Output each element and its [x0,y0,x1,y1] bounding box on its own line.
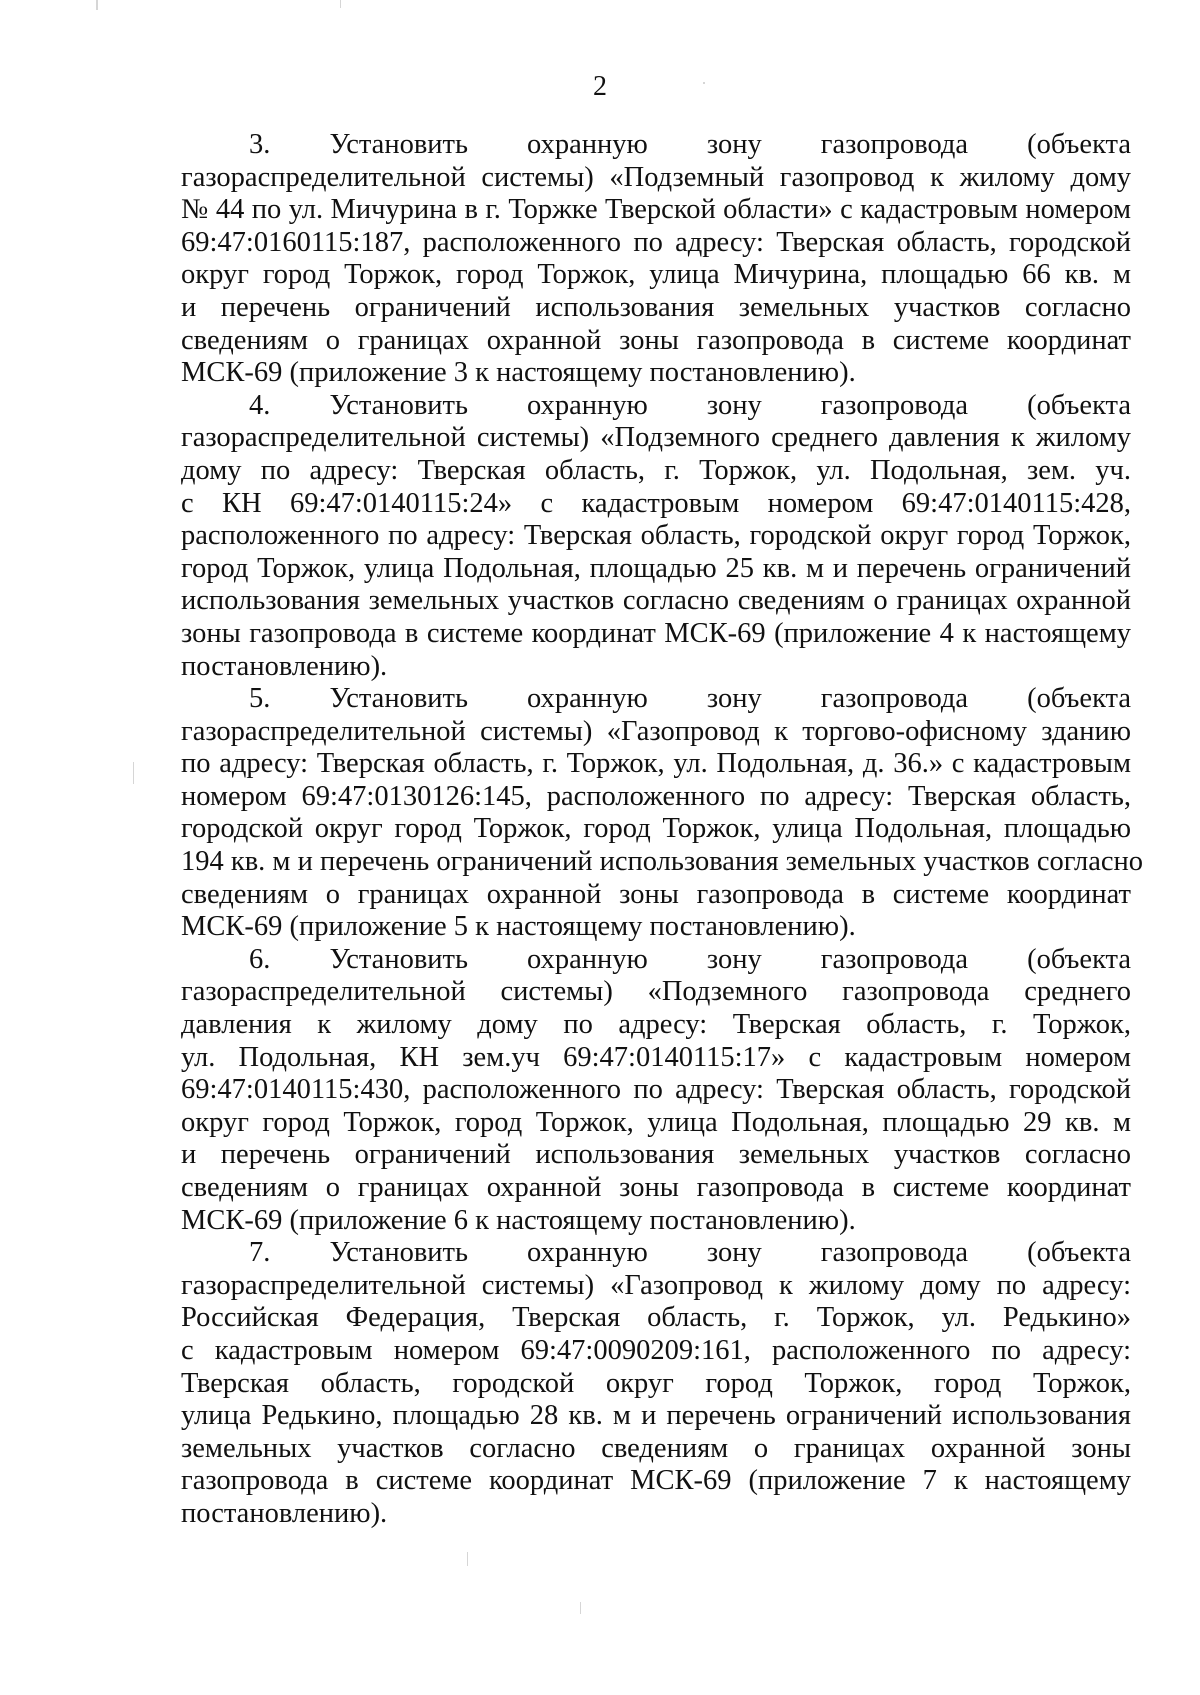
paragraph-6 [181,944,1131,1237]
scan-artifact [96,0,98,10]
text-line: 4. Установить охранную зону газопровода (объекта [249,389,1131,421]
text-line: расположенного по адресу: Тверская область, городской округ город Торжок, [181,520,1131,552]
text-line: 6. Установить охранную зону газопровода (объекта [249,943,1131,975]
text-line: и перечень ограничений использования земельных участков согласно [181,1139,1131,1171]
scan-artifact [580,1602,581,1614]
text-line: улица Редькино, площадью 28 кв. м и перечень ограничений использования [181,1400,1131,1432]
text-line: газораспределительной системы) «Подземного среднего давления к жилому [181,422,1131,454]
text-line: по адресу: Тверская область, г. Торжок, ул. Подольная, д. 36.» с кадастровым [181,748,1131,780]
text-line: газораспределительной системы) «Подземного газопровода среднего [181,976,1131,1008]
text-line: дому по адресу: Тверская область, г. Торжок, ул. Подольная, зем. уч. [181,454,1131,486]
page-number: 2 [593,71,607,102]
scan-artifact [340,0,341,8]
paragraph-7 [181,1237,1131,1530]
text-line: с КН 69:47:0140115:24» с кадастровым номером 69:47:0140115:428, [181,487,1131,519]
text-line: ул. Подольная, КН зем.уч 69:47:0140115:17» с кадастровым номером [181,1041,1131,1073]
text-line: 194 кв. м и перечень ограничений использования земельных участков согласно [181,846,1144,878]
text-line: МСК-69 (приложение 6 к настоящему постановлению). [181,1204,856,1236]
text-line: городской округ город Торжок, город Торжок, улица Подольная, площадью [181,813,1131,845]
text-line: сведениям о границах охранной зоны газопровода в системе координат [181,324,1131,356]
text-line: газораспределительной системы) «Подземный газопровод к жилому дому [181,161,1131,193]
text-line: сведениям о границах охранной зоны газопровода в системе координат [181,1172,1131,1203]
paragraph-3 [181,129,1131,390]
text-line: постановлению). [181,1497,388,1529]
text-line: давления к жилому дому по адресу: Тверская область, г. Торжок, [181,1009,1131,1041]
text-line: газопровода в системе координат МСК-69 (приложение 7 к настоящему [181,1465,1131,1497]
text-line: использования земельных участков согласно сведениям о границах охранной [181,585,1131,617]
text-line: с кадастровым номером 69:47:0090209:161, расположенного по адресу: [181,1334,1131,1366]
text-line: сведениям о границах охранной зоны газопровода в системе координат [181,878,1131,910]
text-line: 7. Установить охранную зону газопровода (объекта [249,1237,1131,1269]
text-line: округ город Торжок, город Торжок, улица Мичурина, площадью 66 кв. м [181,259,1131,291]
text-line: МСК-69 (приложение 5 к настоящему постановлению). [181,911,856,943]
text-line: и перечень ограничений использования земельных участков согласно [181,291,1131,323]
text-line: Российская Федерация, Тверская область, г. Торжок, ул. Редькино» [181,1302,1131,1334]
text-line: № 44 по ул. Мичурина в г. Торжке Тверской области» с кадастровым номером [181,194,1131,226]
text-line: постановлению). [181,650,388,682]
text-line: газораспределительной системы) «Газопровод к торгово-офисному зданию [181,715,1131,747]
paragraph-4 [181,390,1131,683]
text-line: город Торжок, улица Подольная, площадью 25 кв. м и перечень ограничений [181,552,1131,584]
document-body [181,129,1144,1531]
scan-artifact [133,762,134,784]
text-line: МСК-69 (приложение 3 к настоящему постановлению). [181,357,856,389]
text-line: Тверская область, городской округ город Торжок, город Торжок, [181,1367,1131,1399]
text-line: газораспределительной системы) «Газопровод к жилому дому по адресу: [181,1269,1131,1301]
paragraph-5 [181,683,1144,944]
text-line: земельных участков согласно сведениям о границах охранной зоны [181,1432,1131,1464]
scan-artifact [467,1552,468,1566]
text-line: 69:47:0160115:187, расположенного по адресу: Тверская область, городской [181,226,1131,258]
text-line: 69:47:0140115:430, расположенного по адресу: Тверская область, городской [181,1074,1131,1106]
text-line: округ город Торжок, город Торжок, улица Подольная, площадью 29 кв. м [181,1106,1131,1138]
text-line: 5. Установить охранную зону газопровода (объекта [249,683,1131,715]
text-line: 3. Установить охранную зону газопровода (объекта [249,129,1131,160]
text-line: зоны газопровода в системе координат МСК-69 (приложение 4 к настоящему [181,617,1131,649]
text-line: номером 69:47:0130126:145, расположенного по адресу: Тверская область, [181,780,1131,812]
